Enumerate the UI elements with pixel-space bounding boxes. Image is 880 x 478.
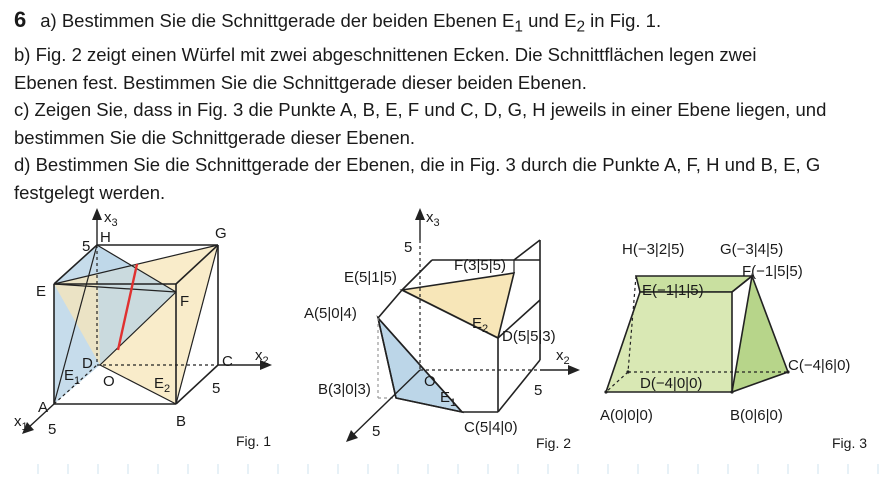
svg-text:C: C: [222, 353, 233, 370]
svg-text:E: E: [36, 283, 47, 300]
svg-text:x3: $x_3$: [104, 209, 118, 229]
svg-text:x2: $x_2$: [255, 347, 269, 367]
svg-text:O: O: [103, 373, 115, 390]
task-text: [14, 6, 874, 206]
task-b-line2: Ebenen fest. Bestimmen Sie die Schnittgerade dieser beiden Ebenen.: [14, 71, 587, 93]
fig2-caption: Fig. 2: [536, 435, 572, 451]
svg-text:E1: $E_1$: [64, 367, 81, 387]
task-d-line1: d) Bestimmen Sie die Schnittgerade der Ebenen, die in Fig. 3 durch die Punkte A, F, H und B, E, G: [14, 154, 821, 176]
svg-text:H(−3|2|5): H(−3|2|5): [622, 241, 685, 258]
task-b-line1: b) Fig. 2 zeigt einen Würfel mit zwei abgeschnittenen Ecken. Die Schnittflächen legen zwei: [14, 44, 757, 66]
svg-text:A(5|0|4): A(5|0|4): [304, 305, 357, 322]
face-right: [732, 276, 788, 392]
svg-text:A(0|0|0): A(0|0|0): [600, 407, 653, 424]
task-c-line1: c) Zeigen Sie, dass in Fig. 3 die Punkte A, B, E, F und C, D, G, H jeweils in einer Ebene liegen, und: [14, 99, 827, 121]
task-a: 6 a) Bestimmen Sie die Schnittgerade der beiden Ebenen $E_1$ und $E_2$ in Fig. 1.: [14, 7, 662, 36]
svg-text:5: 5: [372, 423, 381, 440]
svg-text:5: 5: [212, 380, 221, 397]
svg-text:F: F: [180, 293, 190, 310]
svg-text:B: B: [176, 413, 187, 430]
svg-text:5: 5: [82, 238, 91, 255]
svg-text:B(0|6|0): B(0|6|0): [730, 407, 783, 424]
svg-text:B(3|0|3): B(3|0|3): [318, 381, 371, 398]
svg-text:C(−4|6|0): C(−4|6|0): [788, 357, 851, 374]
svg-text:E2: $E_2$: [154, 375, 171, 395]
figure-1: [0, 200, 290, 462]
svg-text:A: A: [38, 399, 49, 416]
x3-arrow-icon: [415, 208, 425, 220]
svg-text:E(−1|1|5): E(−1|1|5): [642, 282, 704, 299]
svg-text:E(5|1|5): E(5|1|5): [344, 269, 397, 286]
svg-text:O: O: [424, 373, 436, 390]
task-number: 6: [14, 7, 27, 32]
plane-e2: [402, 273, 514, 338]
task-c-line2: bestimmen Sie die Schnittgerade dieser Ebenen.: [14, 126, 416, 148]
svg-text:C(5|4|0): C(5|4|0): [464, 419, 518, 436]
svg-text:x3: $x_3$: [426, 209, 440, 229]
svg-text:F(3|5|5): F(3|5|5): [454, 257, 506, 274]
svg-text:x1: $x_1$: [14, 413, 28, 433]
svg-text:x2: $x_2$: [556, 347, 570, 367]
svg-text:D: D: [82, 355, 93, 372]
svg-text:E1: $E_1$: [440, 389, 457, 409]
svg-text:D(5|5|3): D(5|5|3): [502, 328, 556, 345]
svg-text:D(−4|0|0): D(−4|0|0): [640, 375, 703, 392]
svg-text:F(−1|5|5): F(−1|5|5): [742, 263, 803, 280]
svg-text:H: H: [100, 229, 111, 246]
bottom-tick-rule: [0, 462, 880, 476]
svg-text:E2: $E_2$: [472, 315, 489, 335]
svg-text:G: G: [215, 225, 227, 242]
svg-text:5: 5: [534, 382, 543, 399]
svg-text:5: 5: [48, 421, 57, 438]
x2-arrow-icon: [568, 365, 580, 375]
fig3-caption: Fig. 3: [832, 435, 868, 451]
svg-text:G(−3|4|5): G(−3|4|5): [720, 241, 784, 258]
figure-2: [300, 200, 590, 462]
svg-text:5: 5: [404, 239, 413, 256]
task-d-line2: festgelegt werden.: [14, 181, 166, 203]
fig1-caption: Fig. 1: [236, 433, 272, 449]
x3-arrow-icon: [92, 208, 102, 220]
figure-3: [592, 200, 878, 462]
